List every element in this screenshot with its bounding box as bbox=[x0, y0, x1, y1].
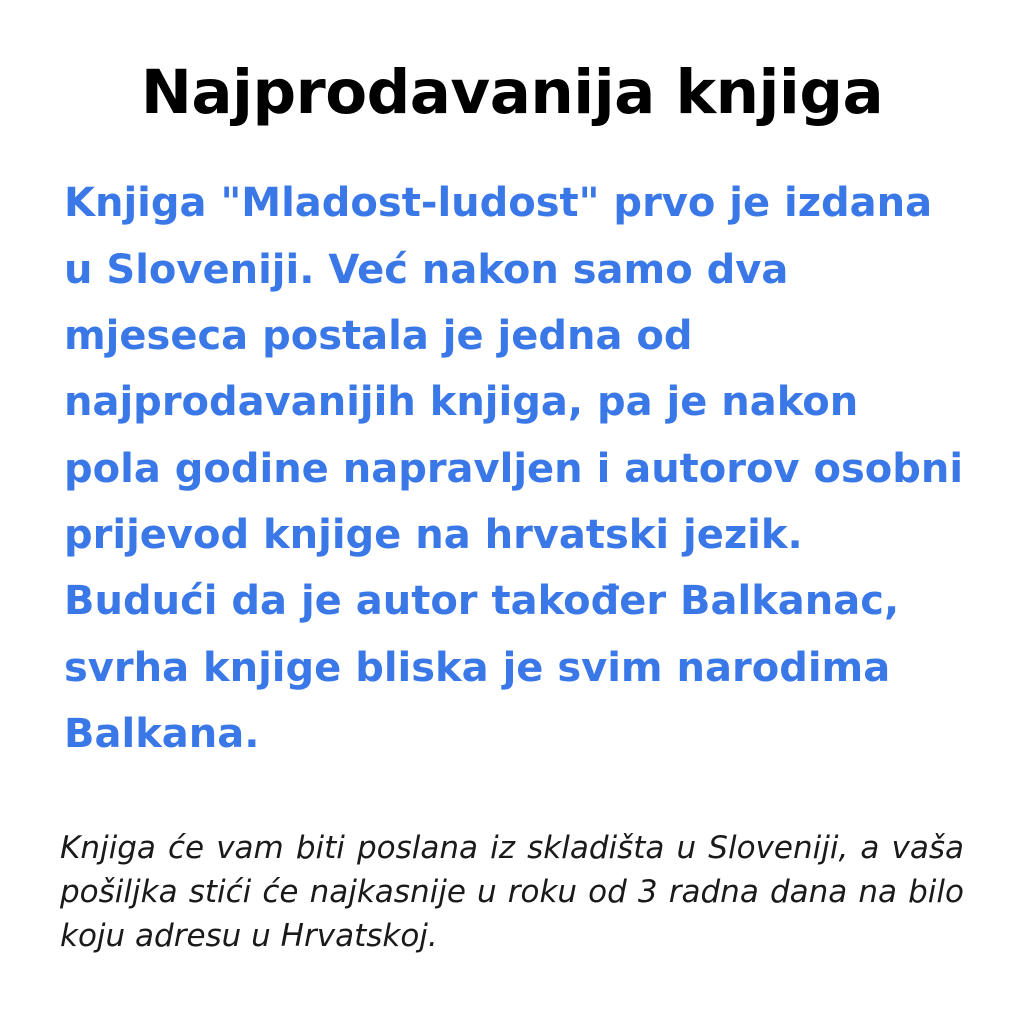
page-title: Najprodavanija knjiga bbox=[140, 57, 884, 128]
shipping-note-text: Knjiga će vam biti poslana iz skladišta u Sloveniji, a vaša pošiljka stići će najkasnije u roku od 3 radna dana na bilo koju adresu u Hrvatskoj. bbox=[60, 829, 964, 954]
book-description-paragraph: Knjiga "Mladost-ludost" prvo je izdana u Sloveniji. Već nakon samo dva mjeseca postala je jedna od najprodavanijih knjiga, pa je nakon pola godine napravljen i autorov osobni prijevod knjige na hrvatski jezik. Budući da je autor također Balkanac, svrha knjige bliska je svim narodima Balkana. bbox=[64, 180, 964, 758]
layout-spacer bbox=[60, 768, 964, 826]
shipping-note-container bbox=[60, 826, 964, 958]
